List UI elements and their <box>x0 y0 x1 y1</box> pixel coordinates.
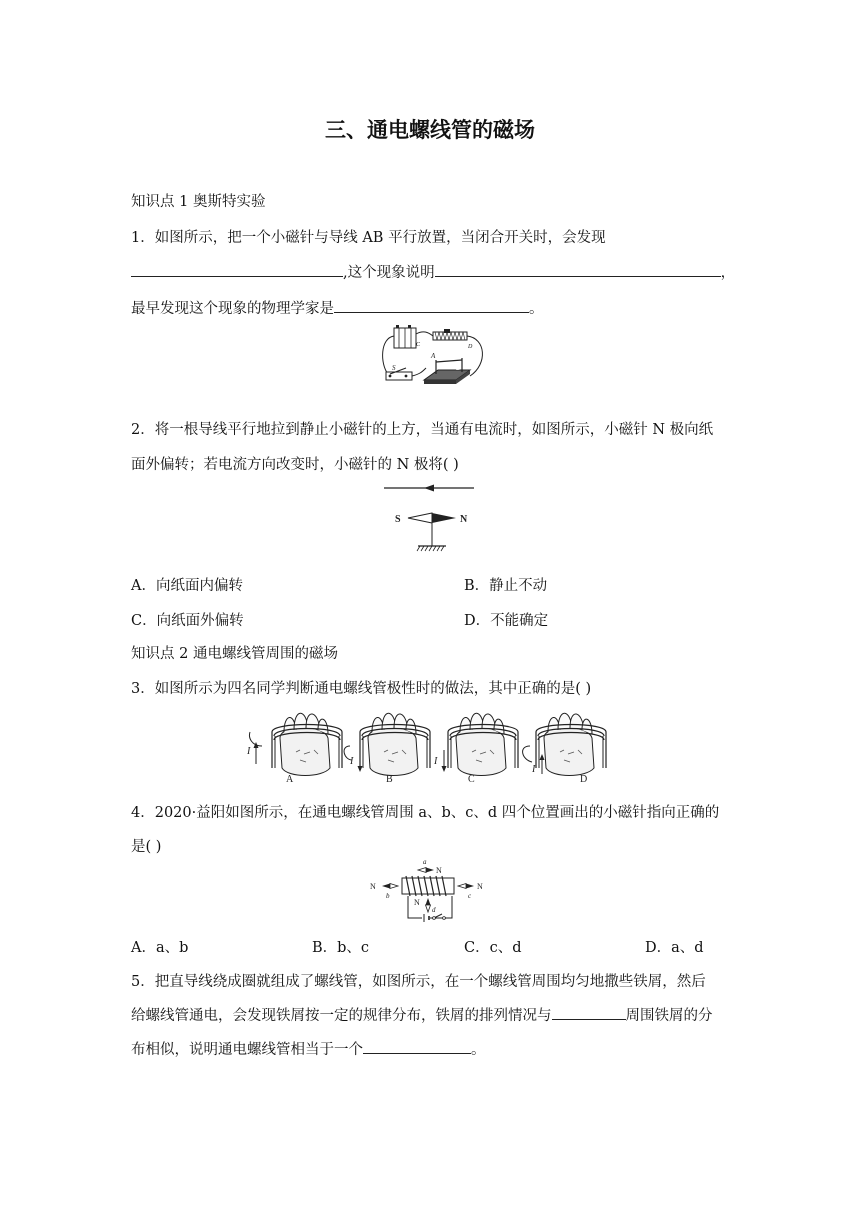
position-d-label: d <box>432 906 436 914</box>
compass-needle-figure <box>380 480 480 556</box>
q1-blank-2[interactable] <box>435 262 721 277</box>
needle-n-label: N <box>460 514 468 525</box>
q5-line3-end: 。 <box>471 1042 486 1058</box>
right-hand-rule-figure <box>246 702 616 786</box>
terminal-d-label: D <box>468 344 473 350</box>
q1-blank-3[interactable] <box>334 298 529 313</box>
needle-b-n-label: N <box>370 882 376 891</box>
q2-option-c[interactable]: C．向纸面外偏转 <box>131 613 244 629</box>
position-c-label: c <box>468 892 472 900</box>
position-a-label: a <box>423 858 427 866</box>
q4-option-c[interactable]: C．c、d <box>464 940 522 956</box>
section-heading-2: 知识点 2 通电螺线管周围的磁场 <box>131 646 338 662</box>
q2-option-a[interactable]: A．向纸面内偏转 <box>131 578 243 594</box>
solenoid-compass-figure <box>368 852 494 926</box>
current-label-b: I <box>350 756 354 767</box>
oersted-circuit-figure <box>378 324 490 392</box>
current-label-c: I <box>434 756 438 767</box>
q4-line2: 是( ) <box>131 839 162 855</box>
current-label-d: I <box>532 764 536 775</box>
q5-blank-1[interactable] <box>552 1005 626 1020</box>
q5-line3-text: 布相似，说明通电螺线管相当于一个 <box>131 1042 363 1058</box>
q4-line1: 4．2020·益阳如图所示，在通电螺线管周围 a、b、c、d 四个位置画出的小磁针指向正确的 <box>131 805 720 821</box>
q2-option-d[interactable]: D．不能确定 <box>464 613 549 629</box>
section-heading-1: 知识点 1 奥斯特实验 <box>131 194 266 210</box>
wire-end-b-label: B <box>456 364 461 372</box>
needle-a-n-label: N <box>436 866 442 875</box>
needle-s-label: S <box>395 514 401 525</box>
terminal-c-label: C <box>416 342 421 348</box>
q1-line3 <box>131 297 544 318</box>
q1-line1: 1．如图所示，把一个小磁针与导线 AB 平行放置，当闭合开关时，会发现 <box>131 230 606 246</box>
position-b-label: b <box>386 892 390 900</box>
q5-blank-2[interactable] <box>363 1039 471 1054</box>
q1-line2 <box>131 261 735 282</box>
q4-option-a[interactable]: A．a、b <box>131 940 189 956</box>
needle-d-n-label: N <box>414 898 420 907</box>
q2-line1: 2．将一根导线平行地拉到静止小磁针的上方，当通有电流时，如图所示，小磁针 N 极向纸 <box>131 422 714 438</box>
q5-line1: 5．把直导线绕成圈就组成了螺线管，如图所示，在一个螺线管周围均匀地撒些铁屑，然后 <box>131 974 706 990</box>
q5-line2-text: 给螺线管通电，会发现铁屑按一定的规律分布，铁屑的排列情况与 <box>131 1008 552 1024</box>
q3-text: 3．如图所示为四名同学判断通电螺线管极性时的做法，其中正确的是( ) <box>131 681 592 697</box>
needle-c-n-label: N <box>477 882 483 891</box>
current-label-a: I <box>247 746 251 757</box>
hand-label-d: D <box>580 774 588 785</box>
page-title: 三、通电螺线管的磁场 <box>325 118 535 142</box>
hand-label-a: A <box>286 774 294 785</box>
q1-line3-text: 最早发现这个现象的物理学家是 <box>131 301 334 317</box>
q5-line2-end: 周围铁屑的分 <box>625 1008 713 1024</box>
q1-blank-1[interactable] <box>131 262 343 277</box>
q1-end-text: ， <box>720 265 736 281</box>
q2-line2: 面外偏转；若电流方向改变时，小磁针的 N 极将( ) <box>131 457 459 473</box>
q5-line3 <box>131 1038 486 1059</box>
hand-label-b: B <box>386 774 393 785</box>
q1-mid-text: ,这个现象说明 <box>343 265 435 281</box>
switch-label: S <box>392 364 396 372</box>
q4-option-b[interactable]: B．b、c <box>312 940 370 956</box>
hand-label-c: C <box>468 774 475 785</box>
q2-option-b[interactable]: B．静止不动 <box>464 578 548 594</box>
q5-line2 <box>131 1004 713 1025</box>
wire-end-a-label: A <box>431 352 436 360</box>
q1-line3-end: 。 <box>529 301 544 317</box>
q4-option-d[interactable]: D．a、d <box>645 940 704 956</box>
